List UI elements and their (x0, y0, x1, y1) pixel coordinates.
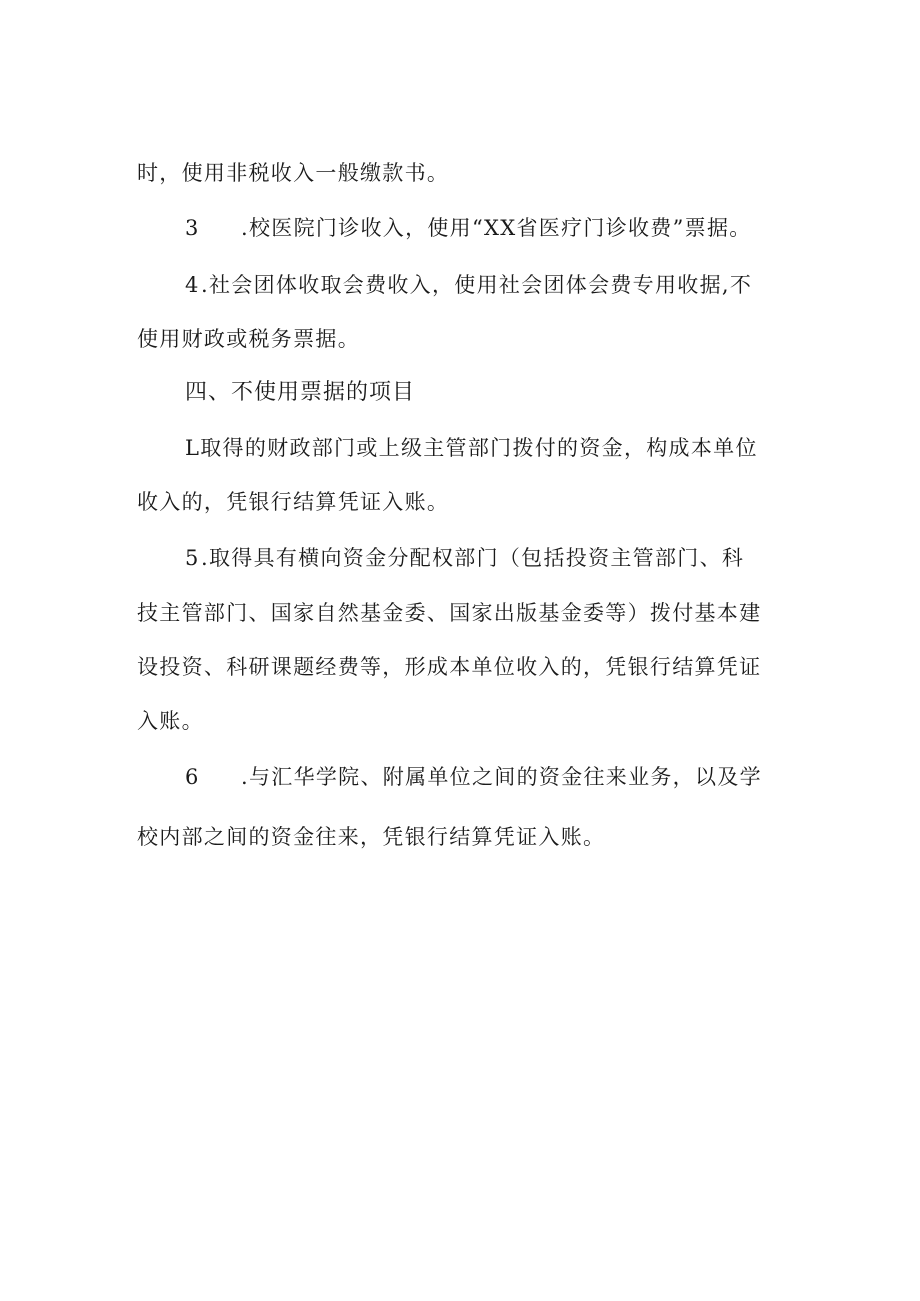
item-3-text: .校医院门诊收入，使用“XX省医疗门诊收费”票据。 (241, 216, 752, 240)
item-4-line-1 (185, 270, 752, 300)
item-4-line-2: 使用财政或税务票据。 (137, 327, 360, 351)
item-5-line-4: 入账。 (137, 709, 204, 733)
paragraph-tail: 时，使用非税收入一般缴款书。 (137, 161, 450, 185)
item-5-line-3: 设投资、科研课题经费等，形成本单位收入的，凭银行结算凭证 (137, 655, 762, 679)
item-4-text: .社会团体收取会费收入，使用社会团体会费专用收据,不 (201, 273, 753, 297)
section-4-heading: 四、不使用票据的项目 (185, 380, 416, 405)
item-4-number: 4 (185, 273, 200, 297)
item-6 (185, 762, 762, 792)
item-5-line-2: 技主管部门、国家自然基金委、国家出版基金委等）拨付基本建 (137, 601, 762, 625)
item-6-line-2: 校内部之间的资金往来，凭银行结算凭证入账。 (137, 825, 606, 849)
item-l-line-2: 收入的，凭银行结算凭证入账。 (137, 490, 450, 514)
item-5-line-1 (185, 543, 744, 573)
item-l-line-1: L取得的财政部门或上级主管部门拨付的资金，构成本单位 (185, 436, 758, 460)
item-5-number: 5 (185, 546, 200, 570)
item-5-text: .取得具有横向资金分配权部门（包括投资主管部门、科 (201, 546, 745, 570)
item-6-number: 6 (185, 765, 200, 789)
item-3-number: 3 (185, 216, 200, 240)
item-3 (185, 213, 752, 243)
item-6-text: .与汇华学院、附属单位之间的资金往来业务，以及学 (241, 765, 762, 789)
